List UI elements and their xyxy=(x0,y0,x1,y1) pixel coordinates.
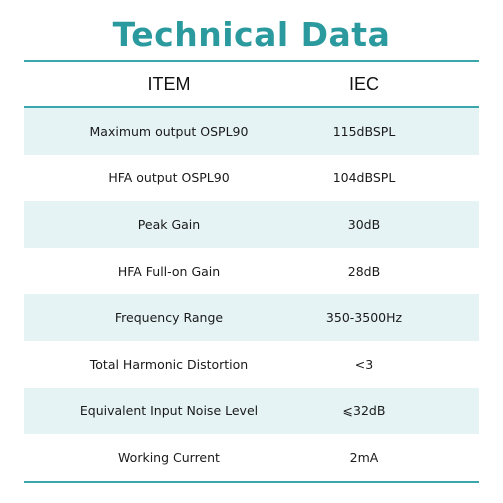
row-item: Frequency Range xyxy=(114,310,224,326)
row-value: 30dB xyxy=(347,216,381,232)
row-value: 28dB xyxy=(347,263,381,279)
row-item: HFA output OSPL90 xyxy=(108,170,230,186)
row-item: Peak Gain xyxy=(137,216,201,232)
header-iec: IEC xyxy=(348,73,379,94)
table-row xyxy=(24,201,479,248)
table-row xyxy=(24,248,479,295)
row-item: HFA Full-on Gain xyxy=(117,263,221,279)
header-item: ITEM xyxy=(147,73,191,94)
row-item: Maximum output OSPL90 xyxy=(89,123,249,139)
table-row xyxy=(24,388,479,435)
table-row xyxy=(24,434,479,481)
row-value: 104dBSPL xyxy=(332,170,396,186)
row-value: 2mA xyxy=(349,449,379,465)
row-value: <3 xyxy=(354,356,374,372)
spec-table xyxy=(24,108,479,481)
row-item: Working Current xyxy=(118,449,220,465)
table-row xyxy=(24,294,479,341)
bottom-divider xyxy=(24,481,479,483)
row-item: Total Harmonic Distortion xyxy=(89,356,249,372)
table-row xyxy=(24,155,479,202)
table-row xyxy=(24,341,479,388)
row-value: 350-3500Hz xyxy=(325,310,403,326)
row-value: ⩽32dB xyxy=(342,403,386,419)
page-title: Technical Data xyxy=(112,15,391,54)
row-value: 115dBSPL xyxy=(332,123,396,139)
table-row xyxy=(24,108,479,155)
table-header xyxy=(24,62,479,106)
row-item: Equivalent Input Noise Level xyxy=(79,403,259,419)
